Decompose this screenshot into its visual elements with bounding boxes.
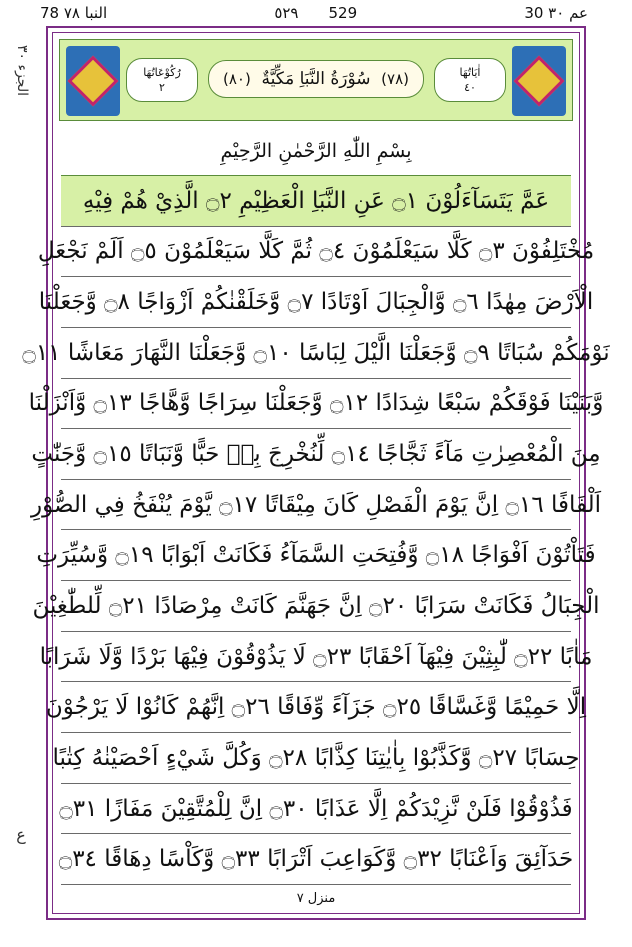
- page-number-group: [274, 4, 357, 22]
- verse-line: حِسَابًا ۝٢٧ وَّكَذَّبُوْا بِاٰيٰتِنَا كِذَّابًا ۝٢٨ وَكُلَّ شَيْءٍ اَحْصَيْنٰهُ كِتٰبًا: [61, 733, 571, 784]
- verse-line: وَّبَنَيْنَا فَوْقَكُمْ سَبْعًا شِدَادًا ۝١٢ وَّجَعَلْنَا سِرَاجًا وَّهَّاجًا ۝١٣ وَّاَنْزَلْنَا: [61, 379, 571, 430]
- manzil-footer: منزل ٧: [296, 890, 336, 906]
- bismillah: بِسْمِ اللّٰهِ الرَّحْمٰنِ الرَّحِيْمِ: [220, 140, 412, 162]
- page-number-arabic: ٥٢٩: [274, 4, 299, 22]
- order-number: (٨٠): [223, 70, 251, 88]
- juz-side-label: الجزء ٣٠: [14, 44, 30, 96]
- verse-line: عَمَّ يَتَسَآءَلُوْنَ ۝١ عَنِ النَّبَاِ الْعَظِيْمِ ۝٢ الَّذِيْ هُمْ فِيْهِ: [61, 175, 571, 227]
- ruku-label: رُكُوْعَاتُهَا: [143, 66, 181, 79]
- juz-running-title: 30 عم ٣٠: [524, 4, 588, 22]
- ayat-count: ٤٠: [464, 81, 476, 94]
- ruku-count-box: [126, 58, 198, 102]
- verse-line: اَلْفَافًا ۝١٦ اِنَّ يَوْمَ الْفَصْلِ كَانَ مِيْقَاتًا ۝١٧ يَّوْمَ يُنْفَخُ فِي الصُّوْرِ: [61, 480, 571, 531]
- surah-number: (٧٨): [381, 70, 409, 88]
- surah-title: [208, 60, 424, 98]
- verse-line: اِلَّا حَمِيْمًا وَّغَسَّاقًا ۝٢٥ جَزَآءً وِّفَاقًا ۝٢٦ اِنَّهُمْ كَانُوْا لَا يَرْجُوْنَ: [61, 682, 571, 733]
- verse-line: الْاَرْضَ مِهٰدًا ۝٦ وَّالْجِبَالَ اَوْتَادًا ۝٧ وَّخَلَقْنٰكُمْ اَزْوَاجًا ۝٨ وَّجَعَلْنَا: [61, 277, 571, 328]
- ayat-label: اٰيَاتُهَا: [459, 66, 481, 79]
- ayat-count-box: [434, 58, 506, 102]
- verse-line: فَذُوْقُوْا فَلَنْ نَّزِيْدَكُمْ اِلَّا عَذَابًا ۝٣٠ اِنَّ لِلْمُتَّقِيْنَ مَفَازًا ۝٣١: [61, 784, 571, 835]
- surah-running-title: 78 النبا ٧٨: [40, 4, 108, 22]
- surah-header: [59, 39, 573, 121]
- ornament-icon: [512, 46, 566, 116]
- page-number: 529: [328, 4, 358, 22]
- ruku-count: ٢: [159, 81, 165, 94]
- ruku-marker: ع: [16, 824, 26, 844]
- verse-line: حَدَآئِقَ وَاَعْنَابًا ۝٣٢ وَّكَوَاعِبَ اَتْرَابًا ۝٣٣ وَّكَاْسًا دِهَاقًا ۝٣٤: [61, 834, 571, 885]
- verse-line: مَاٰبًا ۝٢٢ لّٰبِثِيْنَ فِيْهَآ اَحْقَابًا ۝٢٣ لَا يَذُوْقُوْنَ فِيْهَا بَرْدًا وَّلَا شَرَابًا: [61, 632, 571, 683]
- verse-line: فَتَاْتُوْنَ اَفْوَاجًا ۝١٨ وَّفُتِحَتِ السَّمَآءُ فَكَانَتْ اَبْوَابًا ۝١٩ وَّسُيِّرَتِ: [61, 530, 571, 581]
- page-header-line: [40, 2, 588, 24]
- ornament-icon: [66, 46, 120, 116]
- verse-line: مُخْتَلِفُوْنَ ۝٣ كَلَّا سَيَعْلَمُوْنَ ۝٤ ثُمَّ كَلَّا سَيَعْلَمُوْنَ ۝٥ اَلَمْ نَجْعَلِ: [61, 227, 571, 278]
- verse-line: الْجِبَالُ فَكَانَتْ سَرَابًا ۝٢٠ اِنَّ جَهَنَّمَ كَانَتْ مِرْصَادًا ۝٢١ لِّلطّٰغِيْنَ: [61, 581, 571, 632]
- verse-line: مِنَ الْمُعْصِرٰتِ مَآءً ثَجَّاجًا ۝١٤ لِّنُخْرِجَ بِهٖ حَبًّا وَّنَبَاتًا ۝١٥ وَّجَنّٰتٍ: [61, 429, 571, 480]
- surah-name: سُوْرَةُ النَّبَاِ مَكِّيَّةٌ: [261, 69, 371, 89]
- verse-line: نَوْمَكُمْ سُبَاتًا ۝٩ وَّجَعَلْنَا الَّيْلَ لِبَاسًا ۝١٠ وَّجَعَلْنَا النَّهَارَ مَعَاشًا ۝١١: [61, 328, 571, 379]
- verse-lines: [22, 175, 610, 885]
